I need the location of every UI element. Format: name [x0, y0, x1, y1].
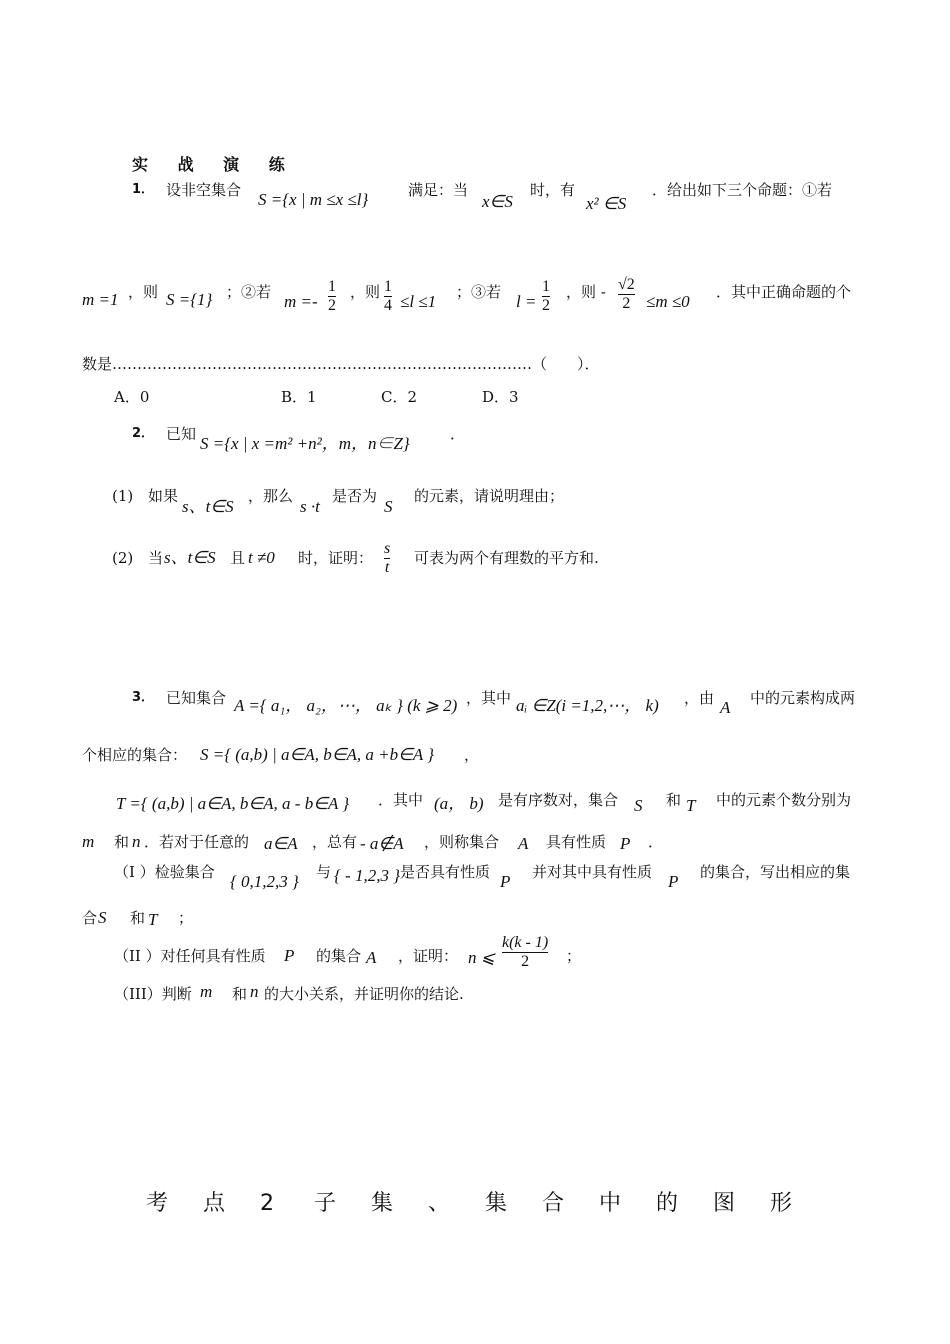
q3-part2-prove: ，证明：: [398, 947, 459, 965]
q3-where2: ．其中: [378, 791, 424, 809]
q3-part3-m: m: [200, 982, 213, 1001]
q1-choice-d[interactable]: D．3: [482, 388, 519, 406]
q2-set-definition: S ={x | x =m² +n²，m，n∈Z}: [200, 434, 410, 453]
q2-part1-product: s ·t: [300, 497, 320, 516]
q3-number: 3．: [132, 690, 155, 705]
q3-where: ，其中: [466, 689, 512, 707]
q3-a: A: [720, 698, 731, 717]
q3-known: 已知集合: [166, 689, 227, 707]
q1-l-range: ≤l ≤1: [400, 292, 437, 311]
q1-choice-c[interactable]: C．2: [381, 388, 418, 406]
q3-part3-n: n: [250, 982, 259, 1001]
q3-ordered-pair: (a， b): [434, 794, 484, 813]
q3-part1-and2: 和: [130, 909, 146, 927]
q1-m-neg-half: m =-: [284, 292, 318, 311]
q1-intro: 设非空集合: [166, 181, 242, 199]
q3-part2-n-leq: n ⩽: [468, 948, 495, 967]
q2-part2-st: s、t∈S: [164, 548, 216, 567]
section-heading: 实 战 演 练: [132, 155, 297, 174]
topic-heading-number: 考 点 2: [146, 1191, 288, 1216]
q2-part1-s: S: [384, 497, 393, 516]
q3-comma: ，: [464, 746, 480, 764]
q2-part1-rest: 的元素，请说明理由；: [414, 487, 565, 505]
q2-dot: ．: [450, 425, 466, 443]
q1-fraction-quarter: 1 4: [384, 278, 392, 314]
q1-fraction-root2: √2 2: [618, 276, 635, 312]
q3-neg-a: - a∉A: [360, 834, 404, 853]
q3-set-t-definition: T ={ (a,b) | a∈A, b∈A, a - b∈A }: [116, 794, 350, 813]
q1-proposition-2: ；②若: [226, 283, 272, 301]
q2-part1-if: 如果: [148, 487, 179, 505]
q3-part2-p: P: [284, 946, 295, 965]
q3-part1-p: P: [500, 872, 511, 891]
q3-part2-a: A: [366, 948, 377, 967]
q3-part1-whether: 是否具有性质: [400, 863, 491, 881]
q1-tail: ．其中正确命题的个: [716, 283, 852, 301]
q3-part1-semi: ；: [178, 909, 194, 927]
q1-proposition-3: ；③若: [456, 283, 502, 301]
q1-x-in-s: x∈S: [482, 192, 513, 211]
q3-set-s-definition: S ={ (a,b) | a∈A, b∈A, a +b∈A }: [200, 745, 435, 764]
q1-choice-b[interactable]: B．1: [281, 388, 317, 406]
q2-part1-whether: 是否为: [332, 487, 378, 505]
q3-part1-line2-a: 合: [82, 909, 98, 927]
q1-when: 时，有: [530, 181, 576, 199]
q2-part2-rest: 可表为两个有理数的平方和.: [414, 549, 599, 567]
q3-a-in-a: a∈A: [264, 834, 298, 853]
q2-part1-then: ，那么: [248, 487, 294, 505]
q3-t: T: [686, 796, 696, 815]
q3-counts: 中的元素个数分别为: [716, 791, 852, 809]
q2-part2-t-nonzero: t ≠0: [248, 548, 275, 567]
q1-given: ．给出如下三个命题：①若: [652, 181, 833, 199]
q2-part2-label: (2): [112, 549, 134, 567]
q3-part2-label: （II ）对任何具有性质: [114, 947, 266, 965]
q1-choice-a[interactable]: A．0: [114, 388, 150, 406]
q1-set-definition: S ={x | m ≤x ≤l}: [258, 190, 369, 209]
q1-fraction-l-half: 1 2: [542, 278, 550, 314]
q1-answer-line: 数是…………………………………………………………………………（ ）．: [82, 355, 600, 373]
q1-s-equals-1: S ={1}: [166, 290, 213, 309]
q2-number: 2．: [132, 426, 155, 441]
q3-line2-lead: 个相应的集合：: [82, 746, 188, 764]
q2-part2-prove: 时，证明：: [298, 549, 374, 567]
q3-part1-set1: { 0,1,2,3 }: [230, 872, 299, 891]
q3-p: P: [620, 834, 631, 853]
topic-heading-title: 子 集 、 集 合 中 的 图 形: [314, 1191, 806, 1216]
q3-elements: 中的元素构成两: [750, 689, 856, 707]
q1-fraction-half: 1 2: [328, 278, 336, 314]
q2-part2-and: 且: [230, 549, 246, 567]
q3-always: ，总有: [312, 833, 358, 851]
q3-part1-and: 并对其中具有性质: [532, 863, 653, 881]
q3-part2-of: 的集合: [316, 947, 362, 965]
q3-part1-set2: { - 1,2,3 }: [334, 866, 401, 885]
q2-part1-st: s、t∈S: [182, 497, 234, 516]
q3-call: ，则称集合: [424, 833, 500, 851]
q3-ordered: 是有序数对，集合: [498, 791, 619, 809]
q2-part2-when: 当: [148, 549, 164, 567]
q1-m-range: ≤m ≤0: [646, 292, 690, 311]
q3-part1-with: 与: [316, 863, 332, 881]
q3-s: S: [634, 796, 643, 815]
q3-part3-and: 和: [232, 985, 248, 1003]
q3-has-property: 具有性质: [546, 833, 607, 851]
q2-part1-label: (1): [112, 487, 134, 505]
q1-then-3: ，则 -: [566, 283, 606, 301]
q1-satisfy: 满足：当: [408, 181, 469, 199]
q3-n: n: [132, 832, 141, 851]
q1-l-equals: l =: [516, 292, 537, 311]
q3-if-any: ．若对于任意的: [144, 833, 250, 851]
q1-x2-in-s: x² ∈S: [586, 194, 627, 213]
q3-part2-fraction: k(k - 1) 2: [502, 934, 549, 970]
q3-part1-t: T: [148, 910, 158, 929]
q1-number: 1．: [132, 182, 155, 197]
q3-set-a-definition: A ={ a₁， a₂，⋯， aₖ } (k ⩾ 2): [234, 696, 458, 715]
q3-part2-semi: ；: [566, 947, 582, 965]
q3-part1-label: （I ）检验集合: [114, 863, 215, 881]
q1-then-1: ，则: [128, 283, 159, 301]
q3-and2: 和: [114, 833, 130, 851]
q1-then-2: ，则: [350, 283, 381, 301]
q3-a2: A: [518, 834, 529, 853]
q3-m: m: [82, 832, 95, 851]
q1-m-equals-1: m =1: [82, 290, 119, 309]
q3-part1-rest: 的集合，写出相应的集: [700, 863, 851, 881]
q3-part1-p2: P: [668, 872, 679, 891]
q3-part1-s: S: [98, 908, 107, 927]
q3-part3-label: （III）判断: [114, 985, 192, 1003]
q3-ai-condition: aᵢ ∈Z(i =1,2,⋯， k): [516, 696, 659, 715]
q3-period: ．: [648, 833, 664, 851]
q2-part2-fraction: s t: [384, 540, 391, 576]
q3-part3-rest: 的大小关系，并证明你的结论.: [264, 985, 464, 1003]
q3-and1: 和: [666, 791, 682, 809]
q3-by: ，由: [684, 689, 715, 707]
q2-known: 已知: [166, 425, 197, 443]
